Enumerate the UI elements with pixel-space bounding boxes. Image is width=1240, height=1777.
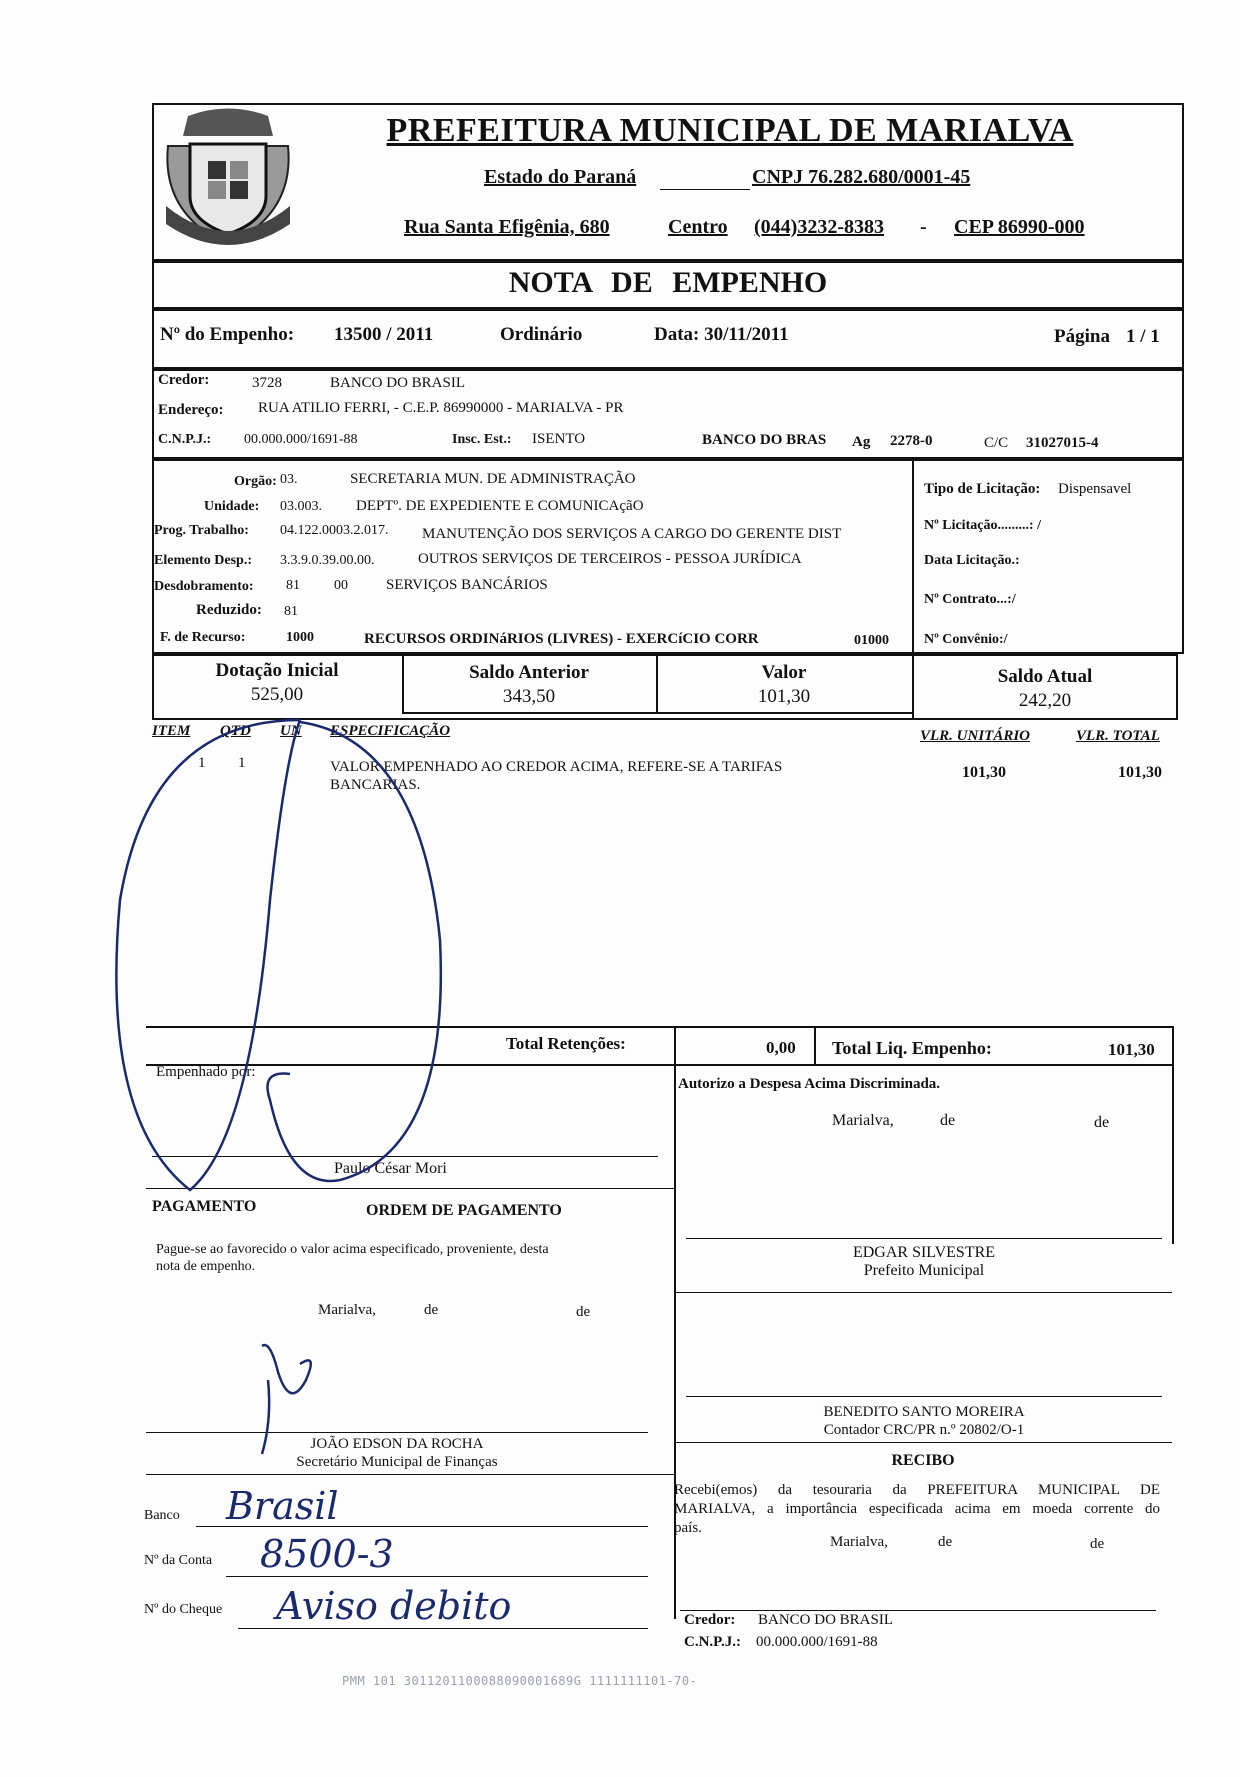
col-item: ITEM bbox=[152, 723, 191, 739]
recibo-credor-value: BANCO DO BRASIL bbox=[758, 1612, 894, 1628]
bank-name: BANCO DO BRAS bbox=[702, 432, 827, 448]
page-number: 1 / 1 bbox=[1126, 326, 1160, 347]
contrato: Nº Contrato...:/ bbox=[924, 592, 1016, 607]
item-desc-line2: BANCARIAS. bbox=[330, 777, 421, 793]
prog-code: 04.122.0003.2.017. bbox=[280, 523, 389, 538]
header-state: Estado do Paraná bbox=[484, 166, 637, 188]
desdobramento-code1: 81 bbox=[286, 578, 300, 593]
credor-cnpj: 00.000.000/1691-88 bbox=[244, 432, 358, 447]
valor-label: Valor bbox=[761, 662, 807, 683]
cheque-label: Nº do Cheque bbox=[144, 1602, 223, 1617]
empenho-type: Ordinário bbox=[500, 324, 583, 345]
pagamento-de1: de bbox=[424, 1302, 439, 1318]
desdobramento-code2: 00 bbox=[334, 578, 348, 593]
recibo-line-1: Recebi(emos) da tesouraria da PREFEITURA MUNICIPAL DE bbox=[674, 1482, 1160, 1498]
secretario-name: JOÃO EDSON DA ROCHA bbox=[310, 1436, 484, 1452]
header-cep: CEP 86990-000 bbox=[954, 216, 1085, 238]
valor-value: 101,30 bbox=[757, 686, 811, 707]
contador-role: Contador CRC/PR n.º 20802/O-1 bbox=[823, 1422, 1025, 1438]
pagamento-label: PAGAMENTO bbox=[152, 1198, 257, 1215]
unidade-label: Unidade: bbox=[204, 499, 260, 514]
desdobramento-value: SERVIÇOS BANCÁRIOS bbox=[386, 577, 548, 593]
empenhado-por-name: Paulo César Mori bbox=[334, 1160, 447, 1177]
saldo-anterior-label: Saldo Anterior bbox=[469, 662, 589, 683]
prog-value: MANUTENÇÃO DOS SERVIÇOS A CARGO DO GERENTE DIST bbox=[422, 526, 842, 542]
conta-handwritten: 8500-3 bbox=[260, 1532, 394, 1576]
elemento-code: 3.3.9.0.39.00.00. bbox=[280, 553, 375, 568]
autorizo-de1: de bbox=[940, 1112, 956, 1129]
cc-value: 31027015-4 bbox=[1026, 435, 1099, 451]
recibo-title: RECIBO bbox=[891, 1452, 955, 1469]
header-phone: (044)3232-8383 bbox=[754, 216, 884, 238]
item-number: 1 bbox=[198, 755, 206, 771]
credor-label: Credor: bbox=[158, 372, 210, 388]
footer-barcode-text: PMM 101 3011201100088090001689G 1111111101-70- bbox=[342, 1674, 698, 1688]
item-total-value: 101,30 bbox=[1118, 764, 1162, 781]
endereco-value: RUA ATILIO FERRI, - C.E.P. 86990000 - MARIALVA - PR bbox=[258, 400, 624, 416]
dotacao-inicial-label: Dotação Inicial bbox=[215, 660, 339, 681]
conta-label: Nº da Conta bbox=[144, 1553, 213, 1568]
orgao-label: Orgão: bbox=[234, 474, 277, 489]
prefeito-role: Prefeito Municipal bbox=[863, 1262, 985, 1279]
header-cnpj: CNPJ 76.282.680/0001-45 bbox=[752, 166, 971, 188]
fonte-num: 01000 bbox=[854, 633, 889, 648]
reduzido-label: Reduzido: bbox=[196, 602, 262, 618]
fonte-label: F. de Recurso: bbox=[160, 630, 246, 645]
banco-label: Banco bbox=[144, 1508, 180, 1523]
elemento-value: OUTROS SERVIÇOS DE TERCEIROS - PESSOA JURÍDICA bbox=[418, 551, 802, 567]
credor-cnpj-label: C.N.P.J.: bbox=[158, 432, 212, 447]
autorizo-de2: de bbox=[1094, 1114, 1110, 1131]
header-sep: - bbox=[920, 216, 927, 238]
saldo-atual-value: 242,20 bbox=[1018, 690, 1072, 711]
total-liquido-value: 101,30 bbox=[1108, 1040, 1155, 1059]
contador-name: BENEDITO SANTO MOREIRA bbox=[823, 1404, 1025, 1420]
ag-value: 2278-0 bbox=[890, 433, 933, 449]
col-unit: VLR. UNITÁRIO bbox=[920, 728, 1031, 744]
empenho-date: Data: 30/11/2011 bbox=[654, 324, 789, 345]
prefeito-name: EDGAR SILVESTRE bbox=[852, 1244, 996, 1261]
recibo-line-3: país. bbox=[674, 1520, 702, 1536]
fonte-value: RECURSOS ORDINáRIOS (LIVRES) - EXERCíCIO CORR bbox=[364, 631, 759, 647]
col-qtd: QTD bbox=[220, 723, 251, 739]
pagamento-city: Marialva, bbox=[318, 1302, 376, 1318]
pagamento-text-1: Pague-se ao favorecido o valor acima especificado, proveniente, desta bbox=[156, 1242, 549, 1257]
item-desc-line1: VALOR EMPENHADO AO CREDOR ACIMA, REFERE-SE A TARIFAS bbox=[330, 759, 783, 775]
header-address: Rua Santa Efigênia, 680 bbox=[404, 216, 610, 238]
col-spec: ESPECIFICAÇÃO bbox=[330, 723, 451, 739]
insc-value: ISENTO bbox=[532, 431, 586, 447]
reduzido-value: 81 bbox=[284, 604, 298, 619]
page-label: Página bbox=[1054, 326, 1110, 347]
fonte-code: 1000 bbox=[286, 630, 314, 645]
recibo-city: Marialva, bbox=[830, 1534, 888, 1550]
recibo-de2: de bbox=[1090, 1536, 1105, 1552]
credor-code: 3728 bbox=[252, 375, 282, 391]
pagamento-text-2: nota de empenho. bbox=[156, 1259, 256, 1274]
saldo-atual-label: Saldo Atual bbox=[997, 666, 1093, 687]
recibo-line-2: MARIALVA, a importância especificada acima em moeda corrente do bbox=[674, 1501, 1160, 1517]
ag-label: Ag bbox=[852, 434, 871, 450]
recibo-de1: de bbox=[938, 1534, 953, 1550]
tipo-licitacao-value: Dispensavel bbox=[1058, 481, 1132, 497]
empenhado-por-label: Empenhado por: bbox=[156, 1064, 256, 1080]
licitacao-number: Nº Licitação.........: / bbox=[924, 518, 1041, 533]
header-district: Centro bbox=[668, 216, 728, 238]
col-un: UN bbox=[280, 723, 302, 739]
cc-label: C/C bbox=[984, 435, 1009, 451]
orgao-value: SECRETARIA MUN. DE ADMINISTRAÇÃO bbox=[350, 471, 636, 487]
total-retencoes-label: Total Retenções: bbox=[506, 1034, 626, 1053]
desdobramento-label: Desdobramento: bbox=[154, 579, 254, 594]
recibo-credor-label: Credor: bbox=[684, 1612, 736, 1628]
endereco-label: Endereço: bbox=[158, 402, 224, 418]
header-title: PREFEITURA MUNICIPAL DE MARIALVA bbox=[386, 112, 1074, 149]
empenho-number: 13500 / 2011 bbox=[334, 324, 434, 345]
credor-name: BANCO DO BRASIL bbox=[330, 375, 466, 391]
orgao-code: 03. bbox=[280, 472, 298, 487]
prog-label: Prog. Trabalho: bbox=[154, 523, 249, 538]
recibo-cnpj-label: C.N.P.J.: bbox=[684, 1634, 741, 1650]
pagamento-de2: de bbox=[576, 1304, 591, 1320]
item-qtd: 1 bbox=[238, 755, 246, 771]
dotacao-inicial-value: 525,00 bbox=[250, 684, 304, 705]
unidade-code: 03.003. bbox=[280, 499, 322, 514]
recibo-cnpj-value: 00.000.000/1691-88 bbox=[756, 1634, 878, 1650]
licitacao-date: Data Licitação.: bbox=[924, 553, 1020, 568]
total-liquido-label: Total Liq. Empenho: bbox=[832, 1038, 992, 1058]
tipo-licitacao-label: Tipo de Licitação: bbox=[924, 481, 1041, 497]
secretario-role: Secretário Municipal de Finanças bbox=[296, 1454, 498, 1470]
unidade-value: DEPTº. DE EXPEDIENTE E COMUNICAçãO bbox=[356, 498, 644, 514]
col-total: VLR. TOTAL bbox=[1076, 728, 1160, 744]
banco-handwritten: Brasil bbox=[226, 1484, 339, 1528]
autorizo-label: Autorizo a Despesa Acima Discriminada. bbox=[678, 1076, 941, 1092]
convenio: Nº Convênio:/ bbox=[924, 632, 1008, 647]
elemento-label: Elemento Desp.: bbox=[154, 553, 252, 568]
insc-label: Insc. Est.: bbox=[452, 432, 512, 447]
ordem-pagamento-label: ORDEM DE PAGAMENTO bbox=[366, 1202, 562, 1219]
saldo-anterior-value: 343,50 bbox=[502, 686, 556, 707]
total-retencoes-value: 0,00 bbox=[766, 1038, 796, 1057]
item-unit-value: 101,30 bbox=[962, 764, 1006, 781]
doc-title: NOTA DE EMPENHO bbox=[508, 266, 828, 299]
autorizo-city: Marialva, bbox=[832, 1112, 894, 1129]
cheque-handwritten: Aviso debito bbox=[276, 1584, 512, 1628]
empenho-number-label: Nº do Empenho: bbox=[160, 324, 295, 345]
